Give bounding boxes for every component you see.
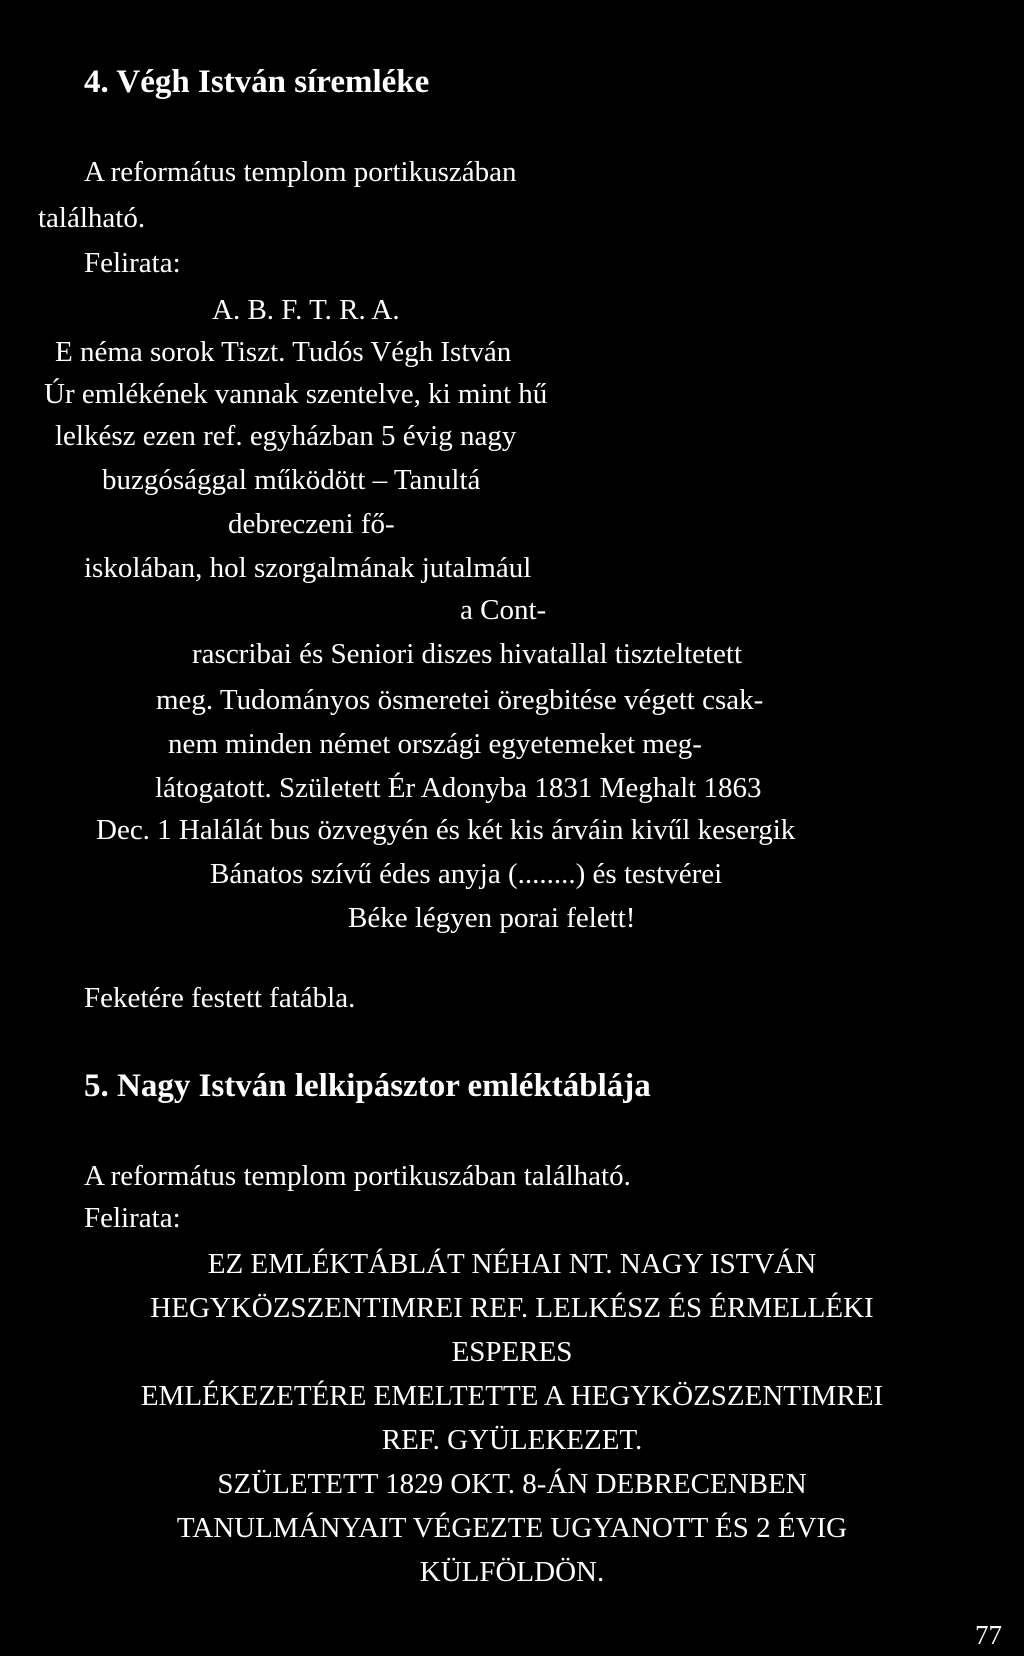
section-4-inscription-line: lelkész ezen ref. egyházban 5 évig nagy [55, 420, 517, 452]
section-4-inscription-line: buzgósággal működött – Tanultá [102, 464, 481, 496]
section-5-inscription-line: TANULMÁNYAIT VÉGEZTE UGYANOTT ÉS 2 ÉVIG [176, 1512, 848, 1544]
section-4-felirata-label: Felirata: [84, 247, 181, 279]
section-4-inscription-line: iskolában, hol szorgalmának jutalmául [84, 552, 532, 584]
section-5-inscription-line: REF. GYÜLEKEZET. [381, 1424, 643, 1456]
section-4-location-line-1: A református templom portikuszában [84, 156, 517, 188]
section-5-location: A református templom portikuszában található. [84, 1160, 631, 1192]
page-number: 77 [975, 1620, 1002, 1650]
section-4-inscription-line: látogatott. Született Ér Adonyba 1831 Meghalt 1863 [155, 772, 762, 804]
section-5-inscription-line: EMLÉKEZETÉRE EMELTETTE A HEGYKÖZSZENTIMREI [140, 1380, 884, 1412]
section-5-title: 5. Nagy István lelkipásztor emléktáblája [84, 1068, 651, 1104]
section-5-inscription-line: SZÜLETETT 1829 OKT. 8-ÁN DEBRECENBEN [217, 1468, 807, 1500]
section-4-inscription-line: debreczeni fő- [228, 508, 395, 540]
section-5-inscription-line: EZ EMLÉKTÁBLÁT NÉHAI NT. NAGY ISTVÁN [207, 1248, 817, 1280]
section-4-inscription-line: a Cont- [460, 594, 547, 626]
section-4-inscription-line: Bánatos szívű édes anyja (........) és testvérei [210, 858, 723, 890]
section-4-inscription-line: Úr emlékének vannak szentelve, ki mint hű [44, 378, 548, 410]
section-4-title: 4. Végh István síremléke [84, 64, 430, 100]
section-4-inscription-line: E néma sorok Tiszt. Tudós Végh István [55, 336, 512, 368]
section-5-inscription-line: ESPERES [451, 1336, 573, 1368]
section-4-inscription-line: rascribai és Seniori diszes hivatallal tiszteltetett [192, 638, 743, 670]
section-4-inscription-line: meg. Tudományos ösmeretei öregbitése végett csak- [156, 684, 764, 716]
section-4-inscription-line: Dec. 1 Halálát bus özvegyén és két kis árváin kivűl kesergik [96, 814, 796, 846]
section-4-location-line-2: található. [38, 202, 146, 234]
section-5-inscription-line: HEGYKÖZSZENTIMREI REF. LELKÉSZ ÉS ÉRMELLÉKI [150, 1292, 874, 1324]
section-4-inscription-line: nem minden német országi egyetemeket meg- [168, 728, 702, 760]
section-4-inscription-line: A. B. F. T. R. A. [212, 294, 400, 326]
section-4-material-note: Feketére festett fatábla. [84, 982, 356, 1014]
section-5-inscription-line: KÜLFÖLDÖN. [419, 1556, 605, 1588]
section-5-felirata-label: Felirata: [84, 1202, 181, 1234]
section-4-inscription-line: Béke légyen porai felett! [348, 902, 636, 934]
